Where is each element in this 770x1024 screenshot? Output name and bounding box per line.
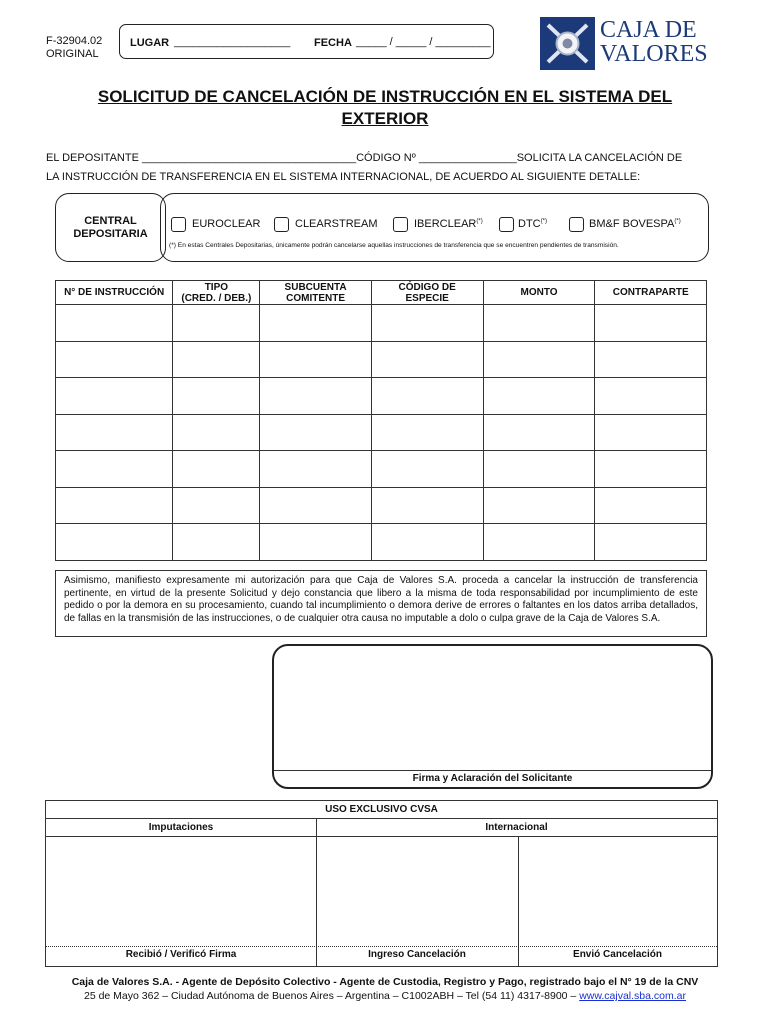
table-cell[interactable] — [595, 341, 707, 378]
col-header-especie-line2: ESPECIE — [405, 292, 449, 304]
declaration-box — [55, 570, 707, 637]
footer-address: 25 de Mayo 362 – Ciudad Autónoma de Buenos Aires – Argentina – C1002ABH – Tel (54 11) 4317-8900 – — [83, 990, 580, 1002]
table-cell[interactable] — [483, 487, 595, 524]
office-imputaciones: Imputaciones — [148, 822, 214, 833]
office-internacional: Internacional — [485, 822, 548, 833]
table-cell[interactable] — [483, 414, 595, 451]
office-divider-2 — [46, 836, 717, 837]
table-cell[interactable] — [483, 305, 595, 342]
logo-line2: VALORES — [600, 41, 708, 67]
office-vline-1 — [316, 818, 317, 966]
iberclear-mark: (*) — [476, 218, 483, 225]
table-cell[interactable] — [173, 524, 260, 561]
col-header-instruccion — [56, 281, 173, 305]
declaration-text: Asimismo, manifiesto expresamente mi autorización para que Caja de Valores S.A. proceda a cancelar la instrucción de transferencia pertinente, en virtud de la presente Solicitud y dejo constancia que libero a la misma de toda responsabilidad por incumplimiento de este pedido o por la demora en su procesamiento, cuando tal incumplimiento o demora derive de errores o faltantes en los datos arriba detallados, de fallas en la transmisión de las instrucciones, o de cualquier otra causa no imputable a dolo o culpa grave de la Caja de Valores S.A. — [64, 575, 698, 624]
table-row — [56, 487, 707, 524]
table-cell[interactable] — [595, 487, 707, 524]
table-cell[interactable] — [260, 414, 371, 451]
depositante-line — [46, 152, 682, 164]
table-cell[interactable] — [56, 524, 173, 561]
iberclear-option — [414, 218, 483, 230]
table-cell[interactable] — [371, 305, 483, 342]
office-ingreso: Ingreso Cancelación — [368, 949, 466, 960]
col-header-especie-line1: CÓDIGO DE — [398, 281, 456, 293]
central-label-line2: DEPOSITARIA — [73, 228, 148, 240]
central-note: (*) En estas Centrales Depositarias, únicamente podrán cancelarse aquellas instrucciones de transferencia que se encuentren pendientes de transmisión. — [169, 242, 619, 249]
codigo-field[interactable]: ________________ — [418, 152, 517, 164]
central-label-line1: CENTRAL — [84, 215, 137, 227]
place-field[interactable]: ___________________ — [174, 36, 291, 48]
date-field[interactable]: _____ / _____ / _________ — [356, 36, 491, 48]
table-cell[interactable] — [371, 487, 483, 524]
title-line2: EXTERIOR — [341, 109, 429, 128]
col-header-contraparte — [595, 281, 707, 305]
table-body — [56, 305, 707, 561]
table-cell[interactable] — [56, 414, 173, 451]
col-header-subcuenta — [260, 281, 371, 305]
table-cell[interactable] — [56, 378, 173, 415]
office-envio: Envió Cancelación — [573, 949, 662, 960]
form-code: F-32904.02 — [46, 35, 103, 47]
clearstream-label: CLEARSTREAM — [295, 218, 378, 230]
table-cell[interactable] — [371, 378, 483, 415]
table-cell[interactable] — [371, 524, 483, 561]
table-cell[interactable] — [483, 341, 595, 378]
intro-line2: LA INSTRUCCIÓN DE TRANSFERENCIA EN EL SISTEMA INTERNACIONAL, DE ACUERDO AL SIGUIENTE DETALLE: — [46, 171, 641, 183]
page-title — [0, 86, 770, 130]
table-cell[interactable] — [260, 341, 371, 378]
footer-line1: Caja de Valores S.A. - Agente de Depósito Colectivo - Agente de Custodia, Registro y Pago, registrado bajo el N° 19 de la CNV — [71, 976, 699, 988]
solicita-text: SOLICITA LA CANCELACIÓN DE — [516, 152, 683, 164]
depositante-field[interactable]: ___________________________________ — [141, 152, 357, 164]
table-cell[interactable] — [173, 378, 260, 415]
form-copy-label: ORIGINAL — [46, 48, 99, 60]
table-row — [56, 341, 707, 378]
table-cell[interactable] — [56, 487, 173, 524]
table-cell[interactable] — [260, 487, 371, 524]
table-cell[interactable] — [173, 487, 260, 524]
table-cell[interactable] — [56, 451, 173, 488]
bovespa-option — [589, 218, 681, 230]
office-divider-1 — [46, 818, 717, 819]
table-cell[interactable] — [595, 451, 707, 488]
dtc-option — [518, 218, 547, 230]
dtc-label: DTC — [518, 218, 541, 230]
table-row — [56, 414, 707, 451]
vault-icon — [540, 17, 595, 70]
col-header-subcuenta-line1: SUBCUENTA — [284, 281, 347, 293]
table-cell[interactable] — [483, 524, 595, 561]
table-cell[interactable] — [371, 341, 483, 378]
col-header-monto — [483, 281, 595, 305]
logo-text — [600, 18, 708, 66]
table-cell[interactable] — [483, 451, 595, 488]
codigo-label: CÓDIGO Nº — [356, 152, 416, 164]
dtc-mark: (*) — [540, 218, 547, 225]
date-label: FECHA — [314, 37, 352, 49]
central-label — [56, 215, 165, 241]
table-cell[interactable] — [173, 414, 260, 451]
office-use-box — [45, 800, 718, 967]
place-label: LUGAR — [130, 37, 170, 49]
clearstream-checkbox[interactable] — [274, 217, 289, 232]
table-row — [56, 451, 707, 488]
footer-web-link[interactable]: www.cajval.sba.com.ar — [579, 990, 686, 1002]
table-row — [56, 524, 707, 561]
dtc-checkbox[interactable] — [499, 217, 514, 232]
office-divider-3 — [46, 946, 717, 947]
col-header-monto-text: MONTO — [520, 287, 558, 298]
logo-line1: CAJA DE — [600, 17, 697, 43]
euroclear-label: EUROCLEAR — [192, 218, 261, 230]
table-cell[interactable] — [371, 451, 483, 488]
table-cell[interactable] — [56, 341, 173, 378]
col-header-instruccion-text: N° DE INSTRUCCIÓN — [64, 287, 165, 298]
footer-line2 — [0, 990, 770, 1002]
table-header-row — [56, 281, 707, 305]
col-header-subcuenta-line2: COMITENTE — [286, 292, 346, 304]
col-header-especie — [371, 281, 483, 305]
title-line1: SOLICITUD DE CANCELACIÓN DE INSTRUCCIÓN EN EL SISTEMA DEL — [97, 87, 673, 106]
bovespa-label: BM&F BOVESPA — [589, 218, 675, 230]
table-cell[interactable] — [260, 524, 371, 561]
table-cell[interactable] — [371, 414, 483, 451]
place-date-box — [119, 24, 494, 59]
col-header-tipo-line1: TIPO — [204, 281, 229, 293]
table-cell[interactable] — [173, 341, 260, 378]
depositante-label: EL DEPOSITANTE — [46, 152, 139, 164]
form-code-block — [46, 35, 102, 61]
central-label-box — [55, 193, 166, 262]
signature-line — [274, 770, 711, 771]
central-options-box — [160, 193, 709, 262]
bovespa-mark: (*) — [674, 218, 681, 225]
bovespa-checkbox[interactable] — [569, 217, 584, 232]
signature-label: Firma y Aclaración del Solicitante — [412, 773, 573, 784]
office-recibio: Recibió / Verificó Firma — [125, 949, 237, 960]
col-header-contraparte-text: CONTRAPARTE — [612, 287, 689, 298]
table-cell[interactable] — [173, 305, 260, 342]
table-row — [56, 378, 707, 415]
instructions-table — [55, 280, 707, 561]
table-cell[interactable] — [483, 378, 595, 415]
col-header-tipo-line2: (CRED. / DEB.) — [181, 292, 252, 304]
table-cell[interactable] — [595, 378, 707, 415]
col-header-tipo — [173, 281, 260, 305]
table-cell[interactable] — [595, 414, 707, 451]
table-cell[interactable] — [260, 378, 371, 415]
table-cell[interactable] — [173, 451, 260, 488]
signature-box[interactable] — [272, 644, 713, 789]
euroclear-checkbox[interactable] — [171, 217, 186, 232]
table-cell[interactable] — [595, 524, 707, 561]
logo-emblem — [540, 17, 595, 70]
table-cell[interactable] — [56, 305, 173, 342]
iberclear-label: IBERCLEAR — [414, 218, 477, 230]
table-row — [56, 305, 707, 342]
office-title: USO EXCLUSIVO CVSA — [325, 804, 438, 815]
iberclear-checkbox[interactable] — [393, 217, 408, 232]
table-cell[interactable] — [595, 305, 707, 342]
table-cell[interactable] — [260, 451, 371, 488]
table-cell[interactable] — [260, 305, 371, 342]
